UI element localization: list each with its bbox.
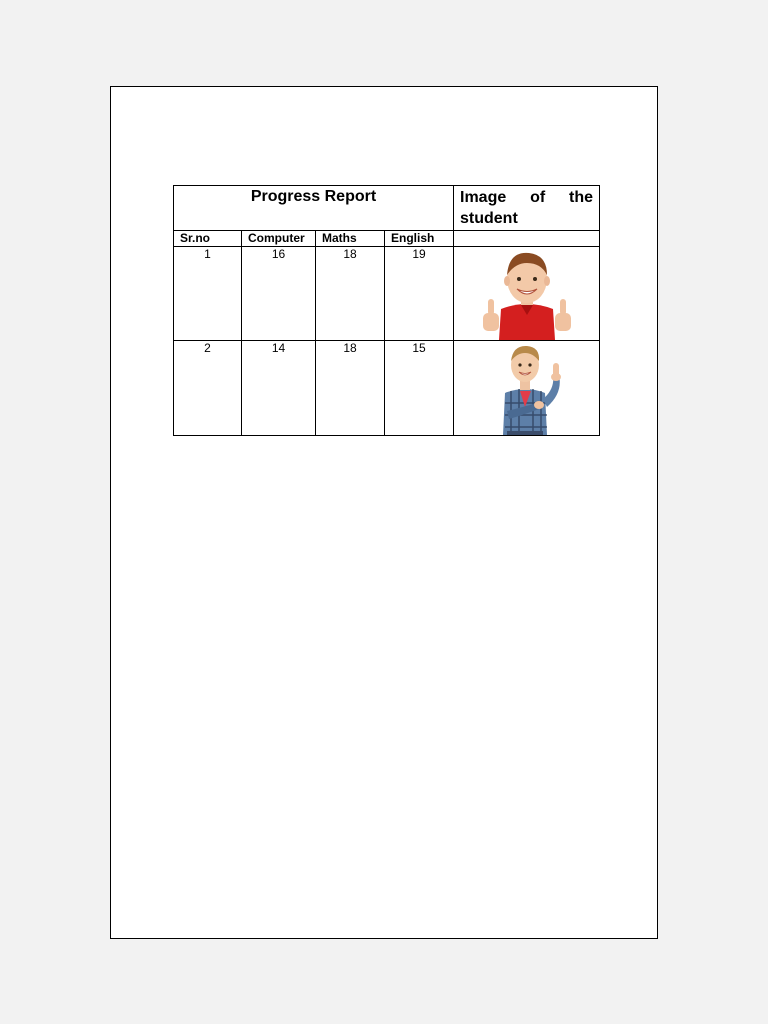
maths-score-cell: 18 xyxy=(316,341,385,436)
column-header-maths: Maths xyxy=(316,231,385,247)
maths-score-cell: 18 xyxy=(316,247,385,341)
table-row xyxy=(174,341,600,436)
student-photo-cell xyxy=(454,247,600,341)
document-page xyxy=(110,86,658,939)
progress-report-table xyxy=(173,185,600,436)
english-score-cell: 19 xyxy=(385,247,454,341)
srno-cell: 2 xyxy=(174,341,242,436)
image-header-word: the xyxy=(568,189,593,206)
table-row xyxy=(174,247,600,341)
image-header-word: Image xyxy=(460,189,507,206)
column-header-srno: Sr.no xyxy=(174,231,242,247)
image-header-line2: student xyxy=(460,210,518,227)
report-title: Progress Report xyxy=(174,186,454,231)
image-header-word: of xyxy=(530,189,546,206)
student-photo-cell xyxy=(454,341,600,436)
column-header-computer: Computer xyxy=(242,231,316,247)
image-column-header xyxy=(454,186,600,231)
computer-score-cell: 16 xyxy=(242,247,316,341)
column-header-english: English xyxy=(385,231,454,247)
student-photo-boy-thumbs-up xyxy=(477,247,577,340)
srno-cell: 1 xyxy=(174,247,242,341)
student-photo-boy-pointing xyxy=(477,341,577,435)
column-header-image-empty xyxy=(454,231,600,247)
column-header-row xyxy=(174,231,600,247)
english-score-cell: 15 xyxy=(385,341,454,436)
table-title-row xyxy=(174,186,600,231)
computer-score-cell: 14 xyxy=(242,341,316,436)
